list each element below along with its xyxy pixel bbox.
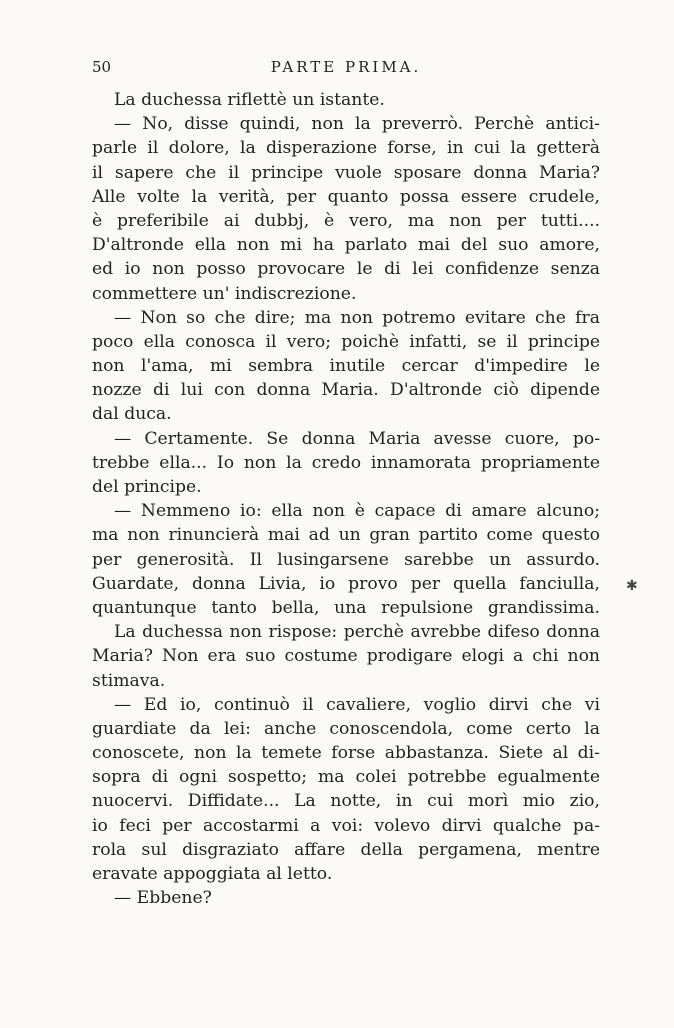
text-line: D'altronde ella non mi ha parlato mai del suo amore, — [92, 235, 600, 256]
text-line: nozze di lui con donna Maria. D'altronde ciò dipende — [92, 380, 600, 401]
text-line: guardiate da lei: anche conoscendola, come certo la — [92, 718, 600, 739]
text-line: — Nemmeno io: ella non è capace di amare alcuno; — [114, 501, 600, 522]
text-line: Alle volte la verità, per quanto possa essere crudele, — [92, 186, 600, 207]
text-line: dal duca. — [92, 404, 172, 425]
text-line: poco ella conosca il vero; poichè infatti, se il principe — [92, 331, 600, 352]
ink-blot-icon: ✱ — [626, 578, 638, 594]
text-line: io feci per accostarmi a voi: volevo dirvi qualche pa- — [92, 815, 600, 836]
text-line: — Ed io, continuò il cavaliere, voglio dirvi che vi — [114, 694, 600, 715]
text-line: — Non so che dire; ma non potremo evitare che fra — [114, 307, 600, 328]
text-line: non l'ama, mi sembra inutile cercar d'impedire le — [92, 356, 600, 377]
text-line: — Certamente. Se donna Maria avesse cuore, po- — [114, 428, 600, 449]
text-line: è preferibile ai dubbj, è vero, ma non per tutti.... — [92, 210, 600, 231]
text-line: stimava. — [92, 670, 166, 691]
text-line: il sapere che il principe vuole sposare donna Maria? — [92, 162, 600, 183]
running-title: PARTE PRIMA. — [270, 58, 422, 76]
text-line: La duchessa non rispose: perchè avrebbe difeso donna — [114, 622, 600, 643]
text-line: conoscete, non la temete forse abbastanza. Siete al di- — [92, 743, 600, 764]
text-line: per generosità. Il lusingarsene sarebbe un assurdo. — [92, 549, 600, 570]
text-line: quantunque tanto bella, una repulsione grandissima. — [92, 597, 600, 618]
text-line: eravate appoggiata al letto. — [92, 864, 333, 884]
page-number: 50 — [92, 58, 112, 76]
text-line: parle il dolore, la disperazione forse, in cui la getterà — [92, 138, 600, 159]
body-text — [92, 88, 600, 910]
text-line: ed io non posso provocare le di lei confidenze senza — [92, 259, 600, 280]
text-line: — Ebbene? — [114, 888, 212, 909]
text-line: — No, disse quindi, non la preverrò. Perchè antici- — [114, 114, 600, 135]
text-line: ma non rinuncierà mai ad un gran partito come questo — [92, 525, 600, 546]
text-line: La duchessa riflettè un istante. — [114, 90, 385, 110]
text-line: sopra di ogni sospetto; ma colei potrebbe egualmente — [92, 767, 600, 788]
text-line: rola sul disgraziato affare della pergamena, mentre — [92, 839, 600, 860]
page-header — [92, 58, 600, 82]
text-line: commettere un' indiscrezione. — [92, 283, 357, 304]
text-line: nuocervi. Diffidate... La notte, in cui morì mio zio, — [92, 791, 600, 812]
text-line: Guardate, donna Livia, io provo per quella fanciulla, — [92, 573, 600, 594]
text-line: del principe. — [92, 477, 202, 497]
text-line: trebbe ella... Io non la credo innamorata propriamente — [92, 452, 600, 473]
text-line: Maria? Non era suo costume prodigare elogi a chi non — [92, 646, 600, 667]
